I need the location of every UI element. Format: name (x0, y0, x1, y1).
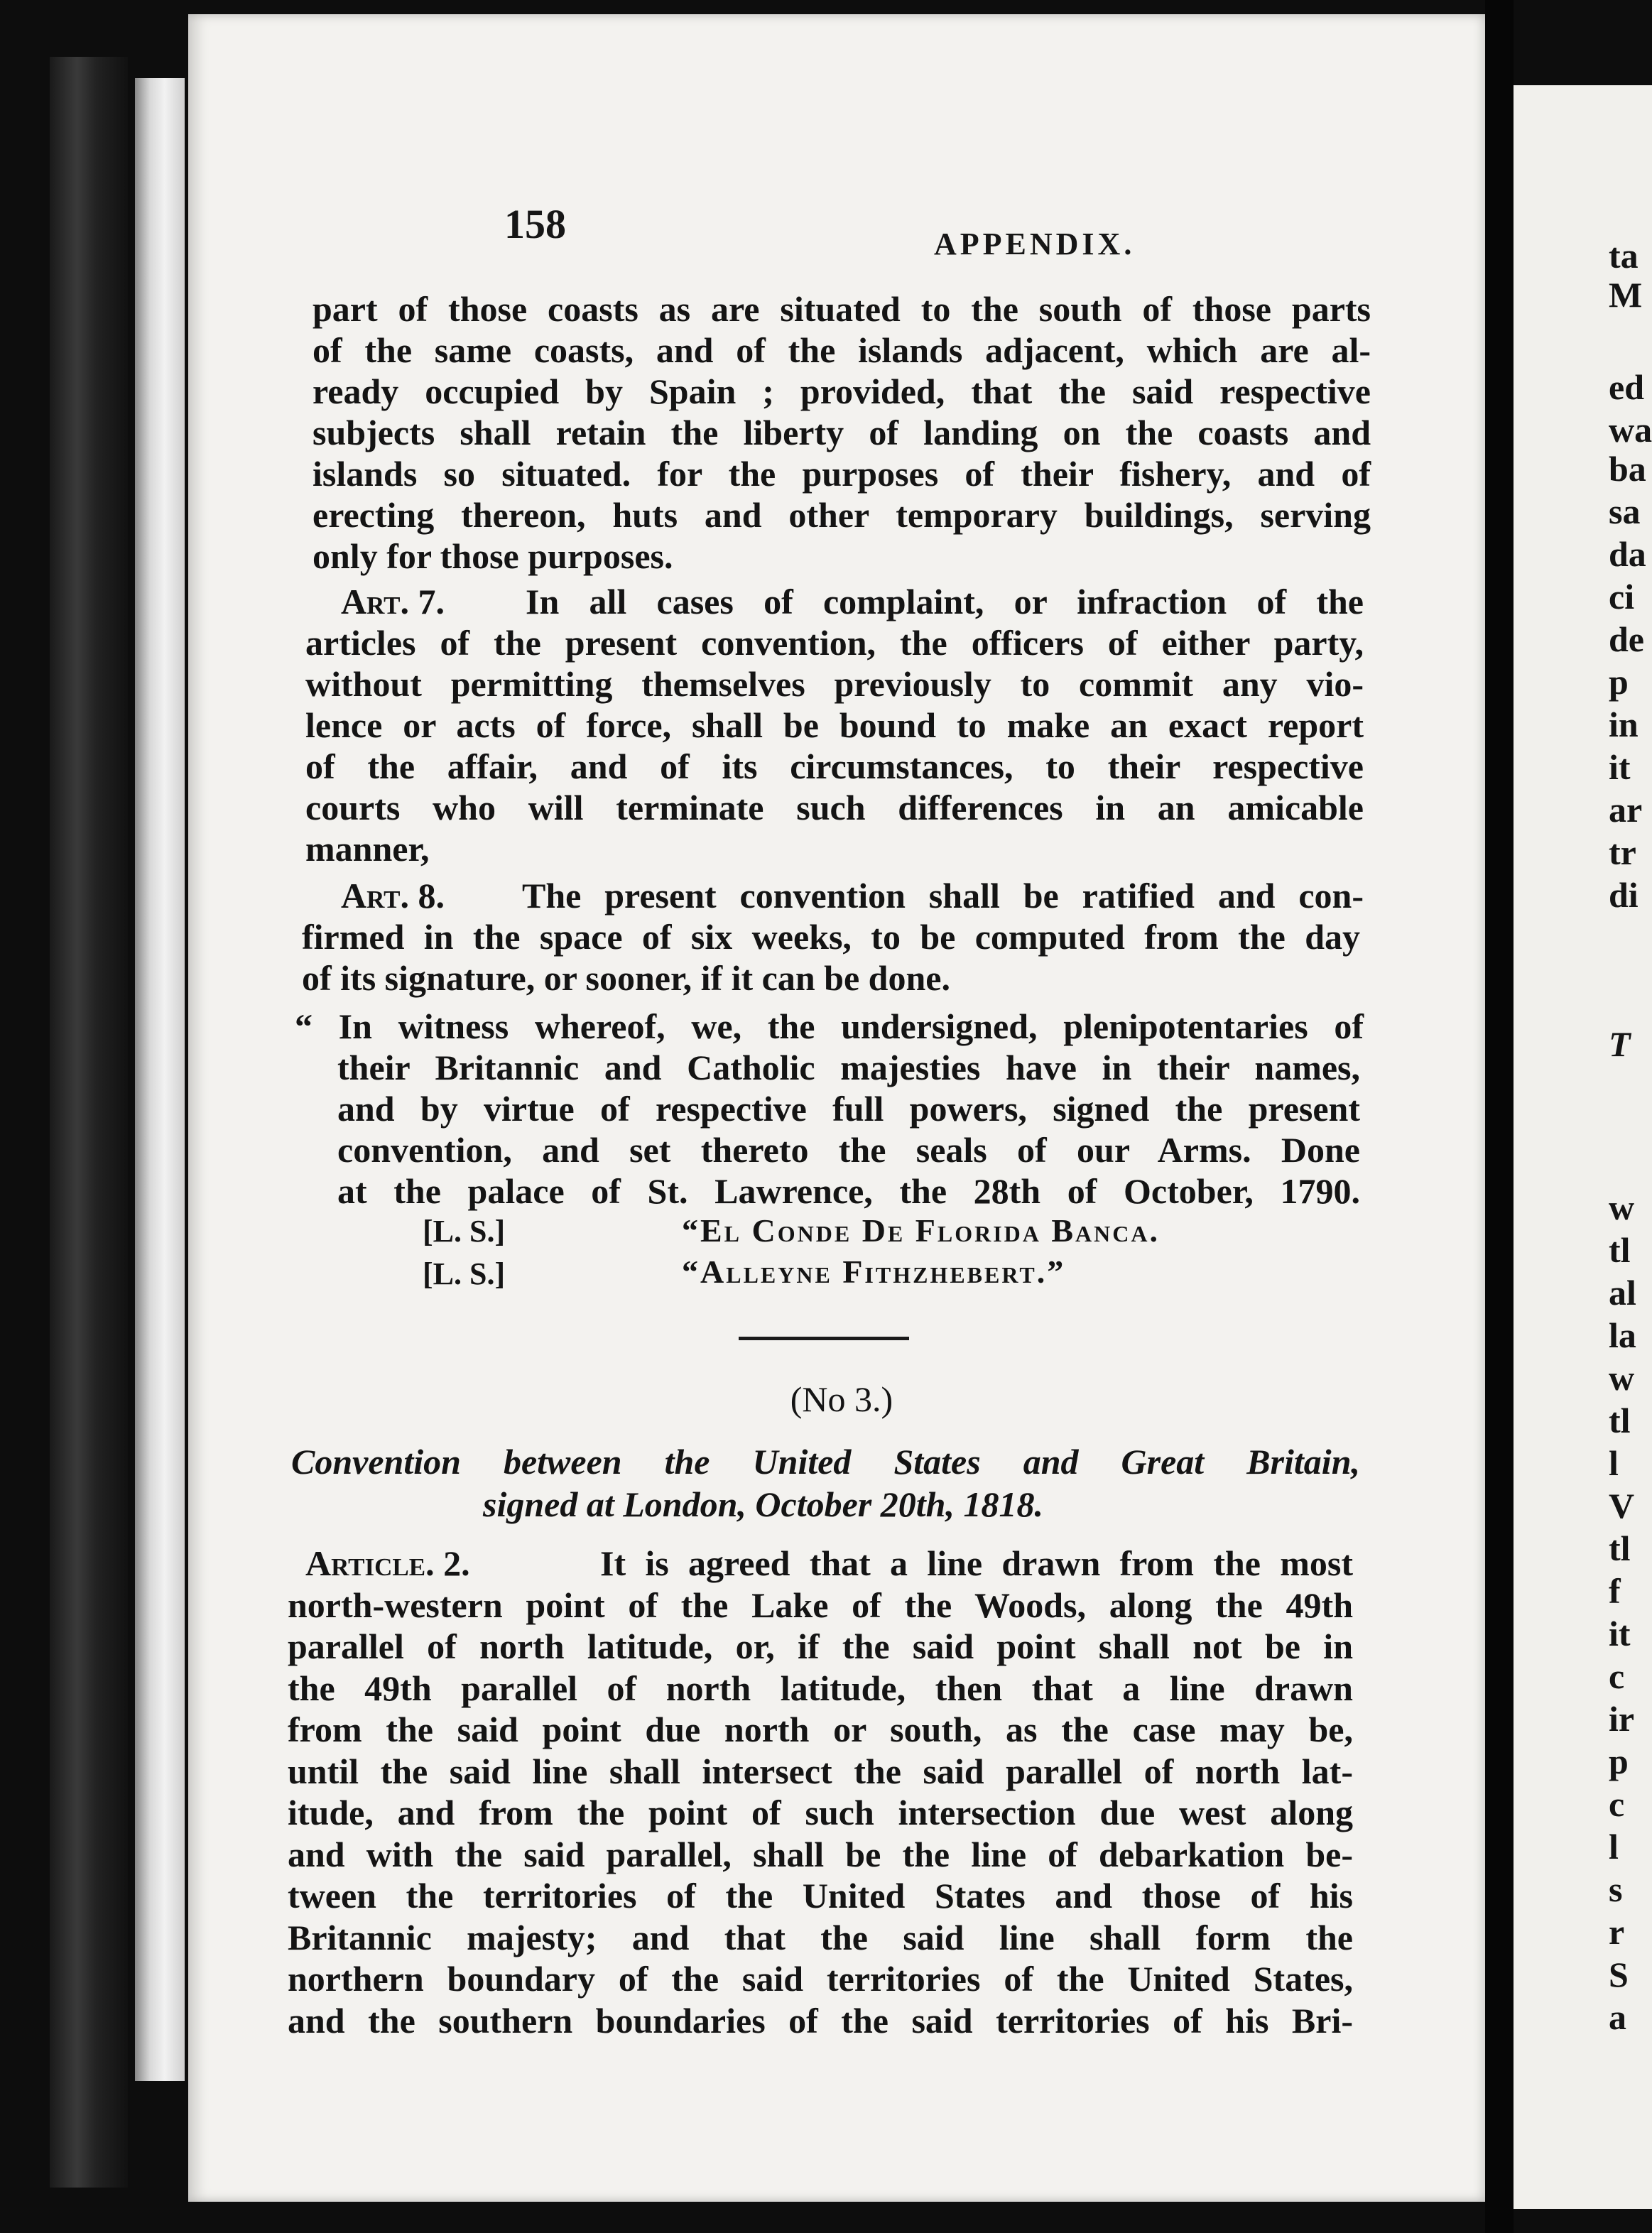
facing-page-text-fragment: ir (1609, 1699, 1635, 1739)
witness-line: at the palace of St. Lawrence, the 28th of October, 1790. (337, 1171, 1360, 1211)
witness-line: “ In witness whereof, we, the undersigned, plenipotentaries of (295, 1006, 1364, 1046)
paragraph-line: part of those coasts as are situated to the south of those parts (313, 289, 1371, 329)
article-2-line: until the said line shall intersect the said parallel of north lat- (288, 1751, 1353, 1791)
witness-line: and by virtue of respective full powers, signed the present (337, 1089, 1360, 1129)
paragraph-line: ready occupied by Spain ; provided, that the said respective (313, 371, 1371, 411)
paragraph-line: islands so situated. for the purposes of their fishery, and of (313, 454, 1371, 494)
facing-page-text-fragment: ed (1609, 367, 1644, 407)
facing-page-text-fragment: w (1609, 1188, 1635, 1227)
article-2-line: It is agreed that a line drawn from the most (600, 1543, 1353, 1583)
facing-page-text-fragment: s (1609, 1869, 1623, 1909)
article-2-line: from the said point due north or south, as the case may be, (288, 1710, 1353, 1749)
seal-mark: [L. S.] (423, 1256, 506, 1291)
article-7-line: In all cases of complaint, or infraction of the (526, 582, 1364, 621)
running-head: APPENDIX. (934, 227, 1136, 261)
facing-page-text-fragment: ba (1609, 449, 1646, 489)
facing-page-text-fragment: f (1609, 1571, 1621, 1611)
article-7-line: manner, (305, 829, 430, 869)
paragraph-line: subjects shall retain the liberty of landing on the coasts and (313, 413, 1371, 452)
facing-page-text-fragment: da (1609, 534, 1646, 574)
convention-title-line: signed at London, October 20th, 1818. (483, 1484, 1043, 1524)
article-2-line: the 49th parallel of north latitude, then that a line drawn (288, 1668, 1353, 1708)
article-8-line: The present convention shall be ratified and con- (522, 876, 1364, 916)
signature-line: “Alleyne Fithzhebert.” (682, 1254, 1066, 1290)
facing-page-text-fragment: w (1609, 1358, 1635, 1398)
facing-page-text-fragment: r (1609, 1912, 1625, 1952)
book-binding-shadow (50, 57, 128, 2188)
article-2-line: northern boundary of the said territories of the United States, (288, 1959, 1353, 1999)
facing-page-text-fragment: wa (1609, 410, 1652, 450)
article-2-line: tween the territories of the United States and those of his (288, 1876, 1353, 1916)
section-divider (739, 1337, 909, 1340)
facing-page-text-fragment: tl (1609, 1528, 1631, 1568)
facing-page-text-fragment: it (1609, 1614, 1631, 1653)
signature-line: “El Conde De Florida Banca. (682, 1212, 1160, 1249)
facing-page-text-fragment: l (1609, 1443, 1619, 1483)
facing-page-text-fragment: la (1609, 1315, 1636, 1355)
paragraph-line: only for those purposes. (313, 536, 673, 576)
article-2-line: north-western point of the Lake of the Woods, along the 49th (288, 1585, 1353, 1625)
facing-page-text-fragment: tr (1609, 832, 1636, 872)
facing-page-text-fragment: ta (1609, 236, 1639, 276)
section-number: (No 3.) (790, 1379, 893, 1419)
facing-page-text-fragment: p (1609, 1742, 1629, 1781)
facing-page-text-fragment: l (1609, 1827, 1619, 1867)
facing-page-text-fragment: tl (1609, 1230, 1631, 1270)
article-label: Art. 7. (341, 582, 445, 621)
stacked-page-edges (135, 78, 185, 2081)
facing-page-text-fragment: in (1609, 705, 1639, 744)
paragraph-line: erecting thereon, huts and other temporary buildings, serving (313, 495, 1371, 535)
facing-page-text-fragment: p (1609, 662, 1629, 702)
facing-page-text-fragment: a (1609, 1997, 1626, 2037)
article-label: Article. 2. (305, 1543, 470, 1583)
article-8-line: firmed in the space of six weeks, to be computed from the day (302, 917, 1360, 957)
facing-page-text-fragment: V (1609, 1486, 1635, 1526)
article-7-line: without permitting themselves previously to commit any vio- (305, 664, 1364, 704)
facing-page-text-fragment: T (1609, 1024, 1631, 1064)
facing-page-text-fragment: de (1609, 619, 1644, 659)
seal-mark: [L. S.] (423, 1214, 506, 1249)
witness-line: convention, and set thereto the seals of our Arms. Done (337, 1130, 1360, 1170)
facing-page-text-fragment: sa (1609, 491, 1641, 531)
witness-line: their Britannic and Catholic majesties have in their names, (337, 1048, 1360, 1087)
article-7-line: courts who will terminate such differences in an amicable (305, 788, 1364, 827)
article-2-line: Britannic majesty; and that the said line shall form the (288, 1917, 1353, 1957)
paragraph-line: of the same coasts, and of the islands adjacent, which are al- (313, 330, 1371, 370)
facing-page-text-fragment: ar (1609, 790, 1643, 830)
facing-page-text-fragment: c (1609, 1784, 1625, 1824)
facing-page-text-fragment: S (1609, 1955, 1629, 1994)
article-7-line: lence or acts of force, shall be bound to make an exact report (305, 705, 1364, 745)
facing-page-text-fragment: tl (1609, 1401, 1631, 1440)
article-8-line: of its signature, or sooner, if it can be done. (302, 958, 950, 998)
page-number: 158 (504, 201, 566, 247)
facing-page-fragment (1514, 85, 1652, 2209)
facing-page-text-fragment: ci (1609, 577, 1635, 616)
facing-page-text-fragment: al (1609, 1273, 1636, 1313)
article-2-line: and with the said parallel, shall be the line of debarkation be- (288, 1834, 1353, 1874)
article-7-line: of the affair, and of its circumstances, to their respective (305, 746, 1364, 786)
article-2-line: parallel of north latitude, or, if the said point shall not be in (288, 1626, 1353, 1666)
article-2-line: and the southern boundaries of the said territories of his Bri- (288, 2000, 1353, 2041)
left-page (188, 14, 1485, 2202)
article-2-line: itude, and from the point of such intersection due west along (288, 1793, 1353, 1832)
facing-page-text-fragment: di (1609, 875, 1639, 915)
page-content (188, 14, 1485, 2202)
article-7-line: articles of the present convention, the officers of either party, (305, 623, 1364, 663)
convention-title-line: Convention between the United States and Great Britain, (291, 1442, 1360, 1482)
facing-page-text-fragment: it (1609, 747, 1631, 787)
article-label: Art. 8. (341, 876, 445, 916)
book-gutter (1485, 0, 1514, 2233)
facing-page-text-fragment: c (1609, 1656, 1625, 1696)
facing-page-text-fragment: M (1609, 275, 1643, 315)
